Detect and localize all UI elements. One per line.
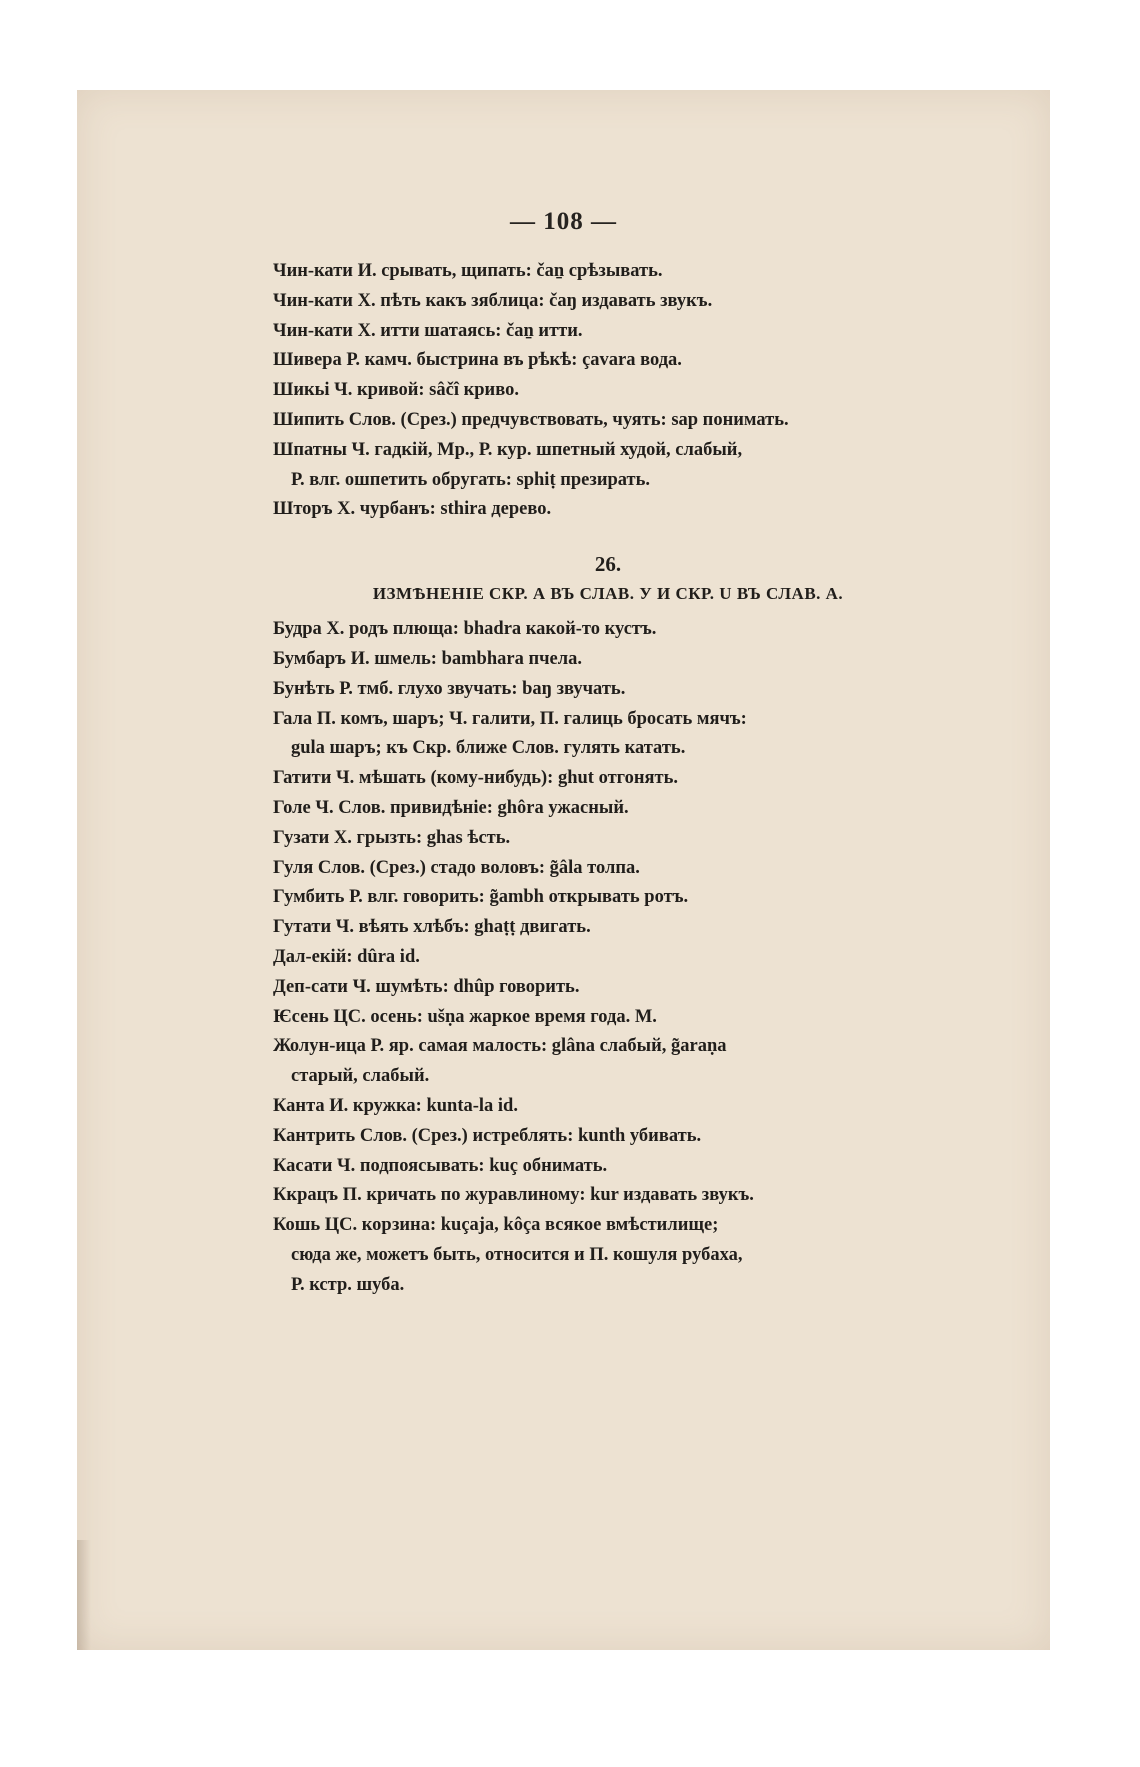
page-number: — 108 — xyxy=(510,208,617,235)
entry-line: Гузати Х. грызть: ghas ѣсть. xyxy=(273,827,511,848)
dictionary-entry xyxy=(273,645,1013,675)
dictionary-entry xyxy=(273,824,1013,854)
dictionary-entry xyxy=(273,943,1013,973)
dictionary-entry xyxy=(273,287,1013,317)
entry-line: Ккрацъ П. кричать по журавлиному: kur издавать звукъ. xyxy=(273,1185,754,1206)
dictionary-entry xyxy=(273,317,1013,347)
dictionary-entry xyxy=(273,615,1013,645)
entries-top xyxy=(273,257,1013,525)
dictionary-entry xyxy=(273,794,1013,824)
entry-line: Гутати Ч. вѣять хлѣбъ: ghaṭṭ двигать. xyxy=(273,917,591,938)
entry-line: Деп-сати Ч. шумѣть: dhûp говорить. xyxy=(273,976,580,997)
dictionary-entry xyxy=(273,436,1013,496)
dictionary-entry xyxy=(273,883,1013,913)
dictionary-entry xyxy=(273,1181,1013,1211)
dictionary-entry xyxy=(273,495,1013,525)
dictionary-entry xyxy=(273,1211,1013,1300)
entry-line: Бумбаръ И. шмель: bambhara пчела. xyxy=(273,648,583,669)
entry-line: Гатити Ч. мѣшать (кому-нибудь): ghut отгонять. xyxy=(273,768,679,789)
entry-line: Чин-кати И. срывать, щипать: čaṉ срѣзывать. xyxy=(273,261,663,281)
entry-line: Гумбить Р. влг. говорить: g̃ambh открывать ротъ. xyxy=(273,887,689,908)
section-title: ИЗМѢНЕНІЕ СКР. А ВЪ СЛАВ. У И СКР. U ВЪ СЛАВ. А. xyxy=(372,584,844,604)
entry-line: Гуля Слов. (Срез.) стадо воловъ: g̃âla толпа. xyxy=(273,857,640,878)
dictionary-entry xyxy=(273,705,1013,765)
entry-line: Шпатны Ч. гадкій, Мр., Р. кур. шпетный худой, слабый, xyxy=(273,439,743,460)
book-page xyxy=(77,90,1050,1650)
page-edge-shadow xyxy=(77,1540,91,1650)
dictionary-entry xyxy=(273,376,1013,406)
entry-line: Шипить Слов. (Срез.) предчувствовать, чуять: sap понимать. xyxy=(273,409,789,430)
entry-line: Р. кстр. шуба. xyxy=(291,1274,405,1295)
entry-line: Шикьі Ч. кривой: sâčî криво. xyxy=(273,380,519,401)
entry-line: Ѥсень ЦС. осень: ušṇa жаркое время года. М. xyxy=(273,1006,657,1027)
dictionary-entry xyxy=(273,1122,1013,1152)
entries-bottom xyxy=(273,615,1013,1300)
entry-line: Канта И. кружка: kunta-la id. xyxy=(273,1095,518,1116)
dictionary-entry xyxy=(273,1003,1013,1033)
entry-line: Кошь ЦС. корзина: kuçaja, kôça всякое вмѣстилище; xyxy=(273,1215,719,1236)
entry-line: Кантрить Слов. (Срез.) истреблять: kunth убивать. xyxy=(273,1125,702,1146)
entry-line: сюда же, можетъ быть, относится и П. кошуля рубаха, xyxy=(291,1244,743,1265)
dictionary-entry xyxy=(273,1092,1013,1122)
dictionary-entry xyxy=(273,346,1013,376)
text-column xyxy=(273,257,1013,1301)
dictionary-entry xyxy=(273,1152,1013,1182)
dictionary-entry xyxy=(273,854,1013,884)
entry-line: старый, слабый. xyxy=(291,1066,430,1087)
entry-line: Р. влг. ошпетить обругать: sphiṭ презирать. xyxy=(291,469,651,490)
dictionary-entry xyxy=(273,1032,1013,1092)
entry-line: Шивера Р. камч. быстрина въ рѣкѣ: çavara вода. xyxy=(273,350,682,371)
dictionary-entry xyxy=(273,764,1013,794)
entry-line: gula шаръ; къ Скр. ближе Слов. гулять катать. xyxy=(291,738,686,759)
entry-line: Шторъ Х. чурбанъ: sthira дерево. xyxy=(273,499,552,520)
dictionary-entry xyxy=(273,406,1013,436)
section-number: 26. xyxy=(594,552,622,577)
entry-line: Бунѣть Р. тмб. глухо звучать: baŋ звучать. xyxy=(273,678,626,699)
entry-line: Жолун-ица Р. яр. самая малость: glâna слабый, g̃araṇa xyxy=(273,1036,727,1057)
dictionary-entry xyxy=(273,675,1013,705)
entry-line: Чин-кати Х. итти шатаясь: čaṉ итти. xyxy=(273,320,583,341)
entry-line: Касати Ч. подпоясывать: kuç обнимать. xyxy=(273,1155,608,1176)
dictionary-entry xyxy=(273,257,1013,287)
entry-line: Чин-кати Х. пѣть какъ зяблица: čaŋ издавать звукъ. xyxy=(273,290,713,311)
entry-line: Голе Ч. Слов. привидѣніе: ghôra ужасный. xyxy=(273,797,629,818)
dictionary-entry xyxy=(273,973,1013,1003)
entry-line: Дал-екій: dûra id. xyxy=(273,946,420,967)
entry-line: Будра Х. родъ плюща: bhadra какой-то кустъ. xyxy=(273,619,657,640)
dictionary-entry xyxy=(273,913,1013,943)
entry-line: Гала П. комъ, шаръ; Ч. галити, П. галиць бросать мячъ: xyxy=(273,708,747,729)
